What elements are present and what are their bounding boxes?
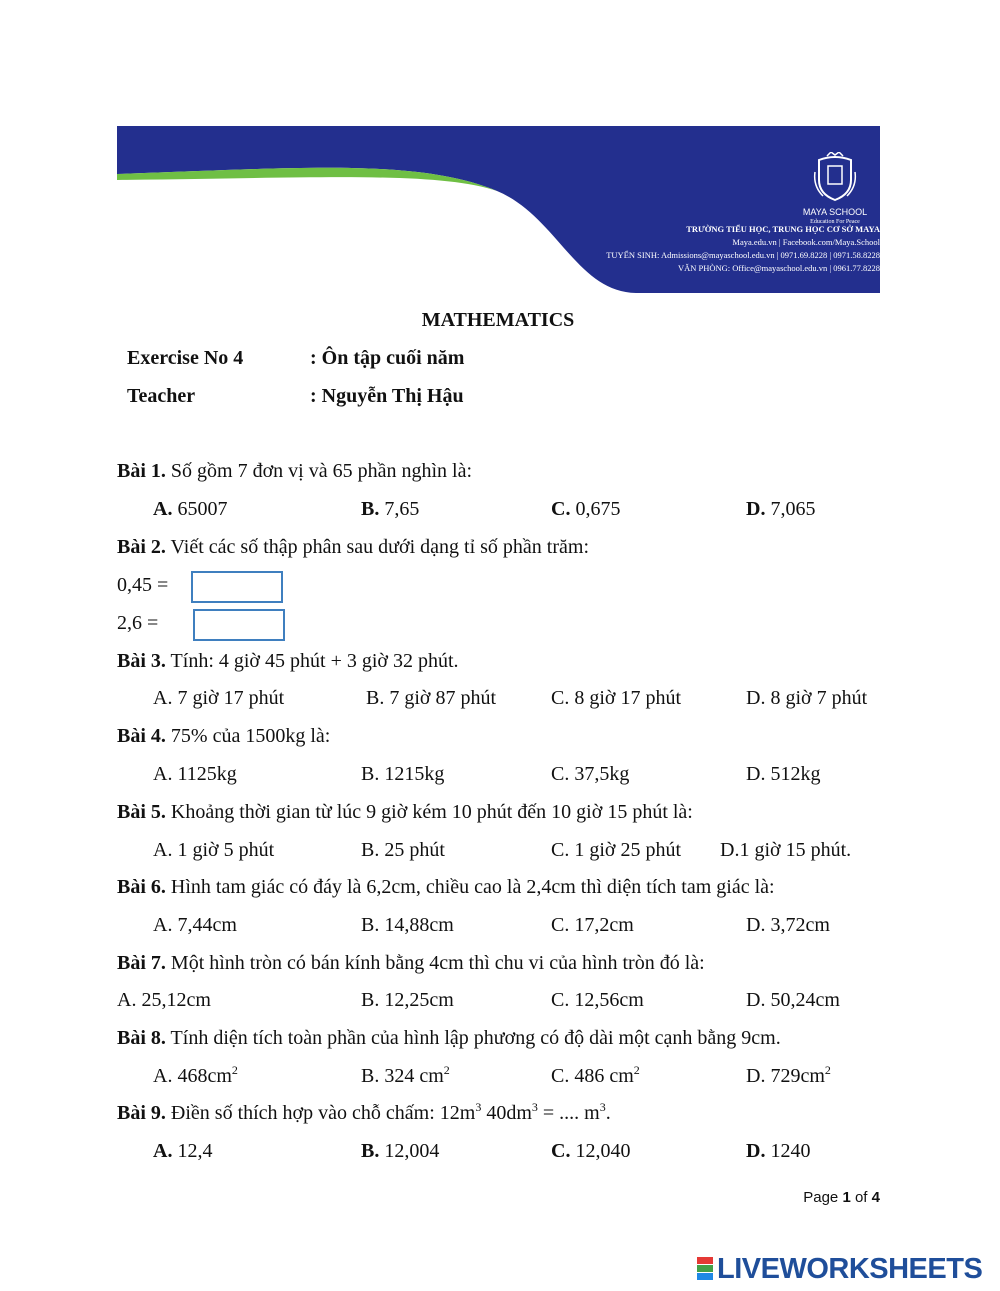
q6-option-b[interactable]: B. 14,88cm xyxy=(361,914,454,936)
option-value: 12,4 xyxy=(177,1140,213,1162)
of-word: of xyxy=(854,1189,868,1206)
text-part: = .... m xyxy=(537,1102,600,1124)
q2-answer-input-1[interactable] xyxy=(191,571,283,603)
question-label: Bài 4. xyxy=(117,725,166,747)
option-value: 12,040 xyxy=(575,1140,631,1162)
q1-option-a[interactable] xyxy=(153,497,227,521)
current-page: 1 xyxy=(842,1189,851,1206)
q3-option-c[interactable]: C. 8 giờ 17 phút xyxy=(551,687,682,709)
exponent: 3 xyxy=(531,1100,538,1114)
q6-option-d[interactable]: D. 3,72cm xyxy=(746,914,830,936)
option-value: 7,65 xyxy=(384,498,420,520)
question-label: Bài 9. xyxy=(117,1102,166,1124)
q5-option-c[interactable]: C. 1 giờ 25 phút xyxy=(551,839,682,861)
q7-option-d[interactable]: D. 50,24cm xyxy=(746,989,840,1011)
q9-option-a[interactable] xyxy=(153,1139,212,1163)
option-value: B. 324 cm xyxy=(361,1065,444,1087)
question-label: Bài 5. xyxy=(117,801,166,823)
exponent: 3 xyxy=(599,1100,606,1114)
option-exponent: 2 xyxy=(231,1063,238,1077)
question-9 xyxy=(117,1101,611,1125)
text-part: 40dm xyxy=(481,1102,532,1124)
question-4 xyxy=(117,724,330,748)
q9-option-d[interactable] xyxy=(746,1139,810,1163)
option-letter: C. xyxy=(551,1140,571,1162)
q2-item-2-label: 2,6 = xyxy=(117,612,159,634)
q5-option-d[interactable]: D.1 giờ 15 phút. xyxy=(720,839,852,861)
q7-option-a[interactable]: A. 25,12cm xyxy=(117,989,211,1011)
question-3 xyxy=(117,649,459,673)
q2-item-1-label: 0,45 = xyxy=(117,574,169,596)
option-value: A. 468cm xyxy=(153,1065,232,1087)
question-label: Bài 3. xyxy=(117,650,166,672)
option-letter: C. xyxy=(551,498,571,520)
school-tagline: Education For Peace xyxy=(810,219,860,225)
q5-option-a[interactable]: A. 1 giờ 5 phút xyxy=(153,839,275,861)
option-value: 1240 xyxy=(770,1140,811,1162)
question-text: 75% của 1500kg là: xyxy=(170,725,331,747)
q4-option-b[interactable]: B. 1215kg xyxy=(361,763,445,785)
option-value: D. 729cm xyxy=(746,1065,825,1087)
q9-option-c[interactable] xyxy=(551,1139,630,1163)
page-title: MATHEMATICS xyxy=(421,309,575,331)
option-letter: D. xyxy=(746,498,766,520)
text-part: . xyxy=(605,1102,611,1124)
option-value: 7,065 xyxy=(770,498,816,520)
total-pages: 4 xyxy=(871,1189,880,1206)
q8-option-b[interactable] xyxy=(361,1064,450,1088)
q4-option-c[interactable]: C. 37,5kg xyxy=(551,763,630,785)
question-2 xyxy=(117,535,589,559)
question-label: Bài 1. xyxy=(117,460,166,482)
page-number xyxy=(803,1189,880,1206)
brand-name: LIVEWORKSHEETS xyxy=(717,1253,983,1285)
question-label: Bài 7. xyxy=(117,952,166,974)
liveworksheets-logo[interactable] xyxy=(697,1253,982,1286)
question-5 xyxy=(117,800,693,824)
option-value: 12,004 xyxy=(384,1140,440,1162)
question-text: Khoảng thời gian từ lúc 9 giờ kém 10 phút đến 10 giờ 15 phút là: xyxy=(170,801,693,823)
question-text: Tính: 4 giờ 45 phút + 3 giờ 32 phút. xyxy=(170,650,459,672)
exercise-value: : Ôn tập cuối năm xyxy=(310,347,465,369)
q1-option-b[interactable] xyxy=(361,497,419,521)
q6-option-c[interactable]: C. 17,2cm xyxy=(551,914,634,936)
q8-option-d[interactable] xyxy=(746,1064,831,1088)
header-office-line: VĂN PHÒNG: Office@mayaschool.edu.vn | 0961.77.8228 xyxy=(677,263,880,273)
question-1 xyxy=(117,459,472,483)
q8-option-a[interactable] xyxy=(153,1064,238,1088)
question-text xyxy=(171,1102,611,1124)
q5-option-b[interactable]: B. 25 phút xyxy=(361,839,445,861)
option-letter: B. xyxy=(361,498,380,520)
q2-answer-input-2[interactable] xyxy=(193,609,285,641)
q6-option-a[interactable]: A. 7,44cm xyxy=(153,914,237,936)
option-letter: B. xyxy=(361,1140,380,1162)
option-exponent: 2 xyxy=(633,1063,640,1077)
option-value: C. 486 cm xyxy=(551,1065,634,1087)
question-label: Bài 2. xyxy=(117,536,166,558)
teacher-label: Teacher xyxy=(127,385,196,407)
q3-option-a[interactable]: A. 7 giờ 17 phút xyxy=(153,687,285,709)
question-6 xyxy=(117,875,775,899)
q3-option-b[interactable]: B. 7 giờ 87 phút xyxy=(366,687,497,709)
q4-option-a[interactable]: A. 1125kg xyxy=(153,763,237,785)
option-letter: A. xyxy=(153,1140,173,1162)
question-8 xyxy=(117,1026,781,1050)
crest-icon xyxy=(813,152,857,202)
question-text: Một hình tròn có bán kính bằng 4cm thì chu vi của hình tròn đó là: xyxy=(170,952,705,974)
question-text: Hình tam giác có đáy là 6,2cm, chiều cao là 2,4cm thì diện tích tam giác là: xyxy=(170,876,775,898)
q4-option-d[interactable]: D. 512kg xyxy=(746,763,821,785)
q9-option-b[interactable] xyxy=(361,1139,439,1163)
question-text: Viết các số thập phân sau dưới dạng tỉ số phần trăm: xyxy=(170,536,589,558)
q7-option-b[interactable]: B. 12,25cm xyxy=(361,989,454,1011)
page-word: Page xyxy=(803,1189,839,1206)
question-7 xyxy=(117,951,705,975)
question-label: Bài 8. xyxy=(117,1027,166,1049)
question-text: Tính diện tích toàn phần của hình lập phương có độ dài một cạnh bằng 9cm. xyxy=(170,1027,781,1049)
question-label: Bài 6. xyxy=(117,876,166,898)
q7-option-c[interactable]: C. 12,56cm xyxy=(551,989,644,1011)
school-name: MAYA SCHOOL xyxy=(802,207,868,217)
school-logo xyxy=(800,152,870,226)
header-school-line: TRƯỜNG TIỂU HỌC, TRUNG HỌC CƠ SỞ MAYA xyxy=(686,224,880,234)
q8-option-c[interactable] xyxy=(551,1064,640,1088)
exercise-label: Exercise No 4 xyxy=(127,347,244,369)
question-text: Số gồm 7 đơn vị và 65 phần nghìn là: xyxy=(170,460,473,482)
q1-option-d[interactable] xyxy=(746,497,815,521)
option-letter: D. xyxy=(746,1140,766,1162)
option-exponent: 2 xyxy=(443,1063,450,1077)
option-value: 0,675 xyxy=(575,498,621,520)
q1-option-c[interactable] xyxy=(551,497,620,521)
option-letter: A. xyxy=(153,498,173,520)
text-part: Điền số thích hợp vào chỗ chấm: 12m xyxy=(170,1102,476,1124)
header-web-line: Maya.edu.vn | Facebook.com/Maya.School xyxy=(732,237,880,247)
exponent: 3 xyxy=(475,1100,482,1114)
q3-option-d[interactable]: D. 8 giờ 7 phút xyxy=(746,687,868,709)
liveworksheets-cube-icon xyxy=(697,1257,713,1281)
option-exponent: 2 xyxy=(824,1063,831,1077)
option-value: 65007 xyxy=(177,498,228,520)
header-admissions-line: TUYỂN SINH: Admissions@mayaschool.edu.vn | 0971.69.8228 | 0971.58.8228 xyxy=(606,250,880,260)
teacher-value: : Nguyễn Thị Hậu xyxy=(310,385,464,407)
